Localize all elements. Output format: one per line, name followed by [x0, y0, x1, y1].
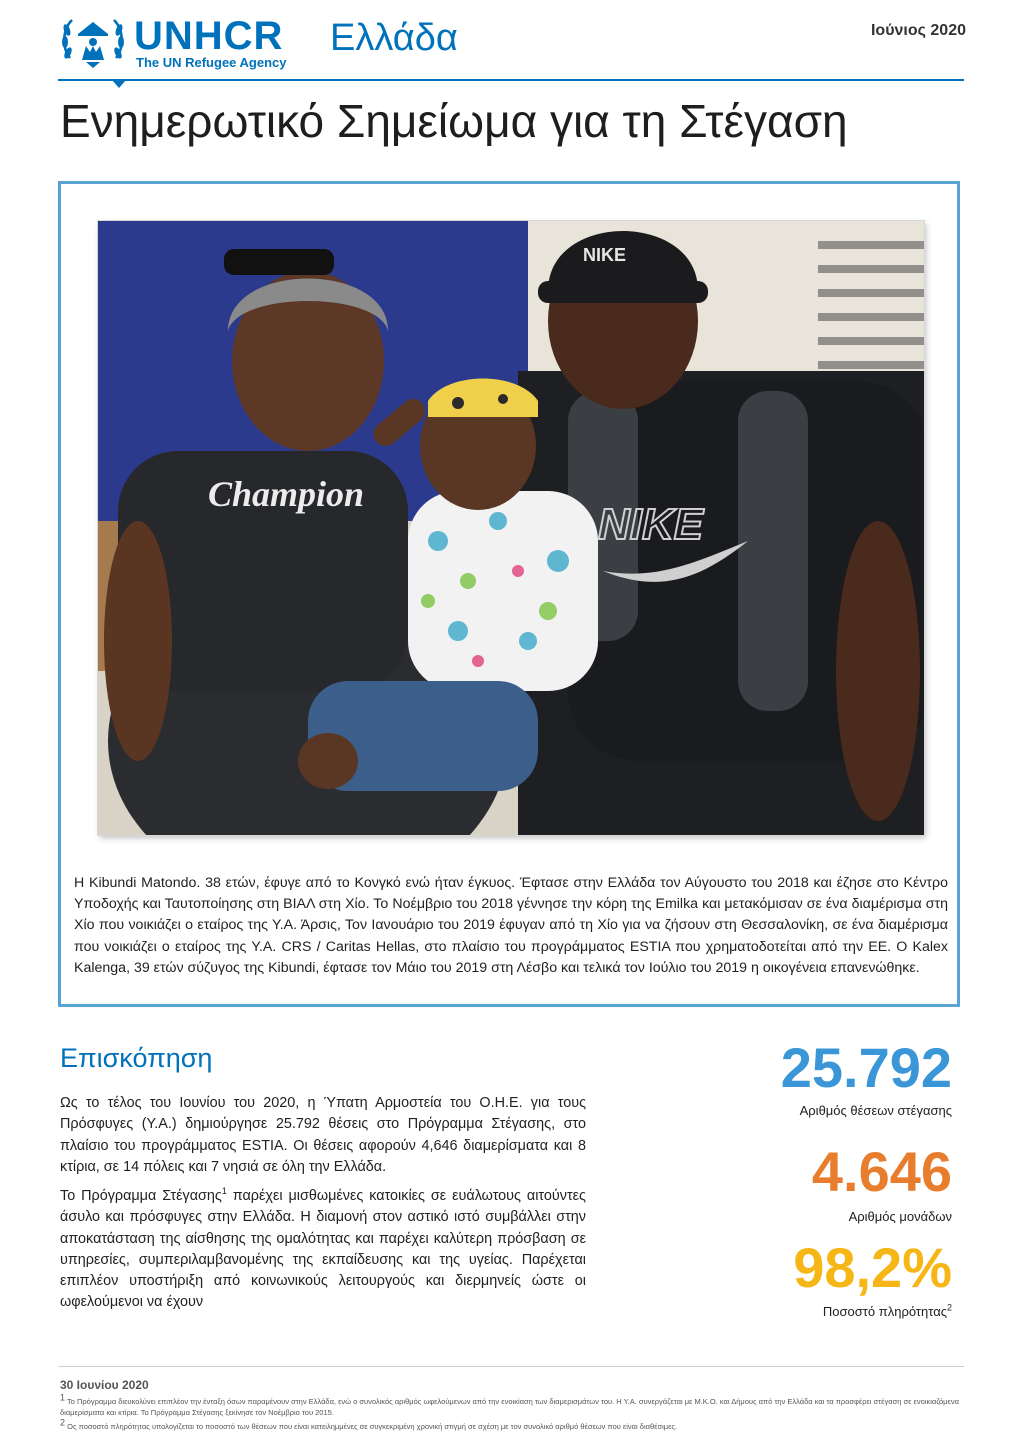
cap-logo-text: NIKE: [583, 245, 627, 265]
footnote-ref-2: 2: [946, 1302, 952, 1313]
shirt-text-nike: NIKE: [598, 500, 704, 549]
overview-paragraph-2-start: Το Πρόγραμμα Στέγασης: [60, 1188, 222, 1204]
footnote-1: [60, 1392, 960, 1418]
overview-paragraph-2-rest: παρέχει μισθωμένες κατοικίες σε ευάλωτους αιτούντες άσυλο και πρόσφυγες στην Ελλάδα. Η διαμονή στον αστικό ιστό συμβάλλει στην αποκατάσταση της αίσθησης της ομαλότητας και παρέχει καλύτερη πρόσβαση σε υπηρεσίες, συμπεριλαμβανομένης της εκπαίδευσης και της υγείας. Παρέχεται επιπλέον υποστήριξη από κοινωνικούς λειτουργούς και διερμηνείς ώστε οι ωφελούμενοι να έχουν: [60, 1188, 586, 1311]
overview-heading: Επισκόπηση: [60, 1043, 213, 1073]
unhcr-emblem-icon: [58, 12, 128, 70]
footnote-2-text: Ος ποσοστό πληρότητας υπολογίζεται το ποσοστό των θέσεων που είναι κατειλημμένες σε συγκεκριμένη χρονική στιγμή σε σχέση με τον συνολικό αριθμό θέσεων που είναι διαθέσιμες.: [67, 1422, 678, 1431]
footnote-2-marker: 2: [60, 1417, 66, 1428]
footnote-1-marker: 1: [60, 1392, 66, 1403]
stat-housing-places-label: Αριθμός θέσεων στέγασης: [799, 1103, 952, 1118]
stat-occupancy-label-text: Ποσοστό πληρότητας: [822, 1304, 947, 1319]
stat-occupancy-label: [823, 1304, 952, 1320]
logo-wordmark: UNHCR: [134, 14, 284, 58]
footnote-ref-1: 1: [221, 1186, 227, 1197]
overview-paragraph-2: [60, 1186, 586, 1314]
country-label: Ελλάδα: [330, 17, 458, 59]
photo-caption: Η Kibundi Matondo. 38 ετών, έφυγε από το Κονγκό ενώ ήταν έγκυος. Έφτασε στην Ελλάδα τον Αύγουστο του 2018 και έζησε στο Κέντρο Υποδοχής και Ταυτοποίησης στη ΒΙΑΛ στη Χίο. Το Νοέμβριο του 2018 γέννησε την κόρη της Emilka και μετακόμισαν σε ένα διαμέρισμα στη Χίο που νοικιάζει ο εταίρος της Υ.Α. Άρσις, Τον Ιανουάριο του 2019 έφυγαν από τη Χίο για να ζήσουν στη Θεσσαλονίκη, σε ένα διαμέρισμα που νοικιάζει ο εταίρος της Υ.Α. CRS / Caritas Hellas, στο πλαίσιο του προγράμματος ESTIA που χρηματοδοτείται από την ΕΕ. Ο Kalex Kalenga, 39 ετών σύζυγος της Kibundi, έφτασε τον Μάιο του 2019 στη Λέσβο και τελικά τον Ιούλιο του 2019 η οικογένεια επανενώθηκε.: [74, 875, 948, 976]
stat-housing-places-value: 25.792: [780, 1036, 952, 1099]
stat-occupancy-value: 98,2%: [793, 1236, 952, 1299]
header-divider: [58, 79, 964, 81]
stat-units-value: 4.646: [811, 1140, 952, 1203]
logo-tagline: The UN Refugee Agency: [136, 55, 287, 70]
footnote-2: [60, 1417, 960, 1432]
stat-units-label: Αριθμός μονάδων: [848, 1209, 952, 1224]
footnote-1-text: Το Πρόγραμμα διευκολύνει επιπλέον την ένταξη όσων παραμένουν στην Ελλάδα, ενώ ο συνολικός αριθμός ωφελούμενων από την ενοικίαση των διαμερισμάτων του. Η Υ.Α. συνεργάζεται με Μ.Κ.Ο. και Δήμους από την Ελλάδα και τα προσφέρει στέγαση σε ενοικιαζόμενα διαμερίσματα και κτίρια. Το Πρόγραμμα Στέγασης ξεκίνησε τον Νοέμβριο του 2015.: [60, 1397, 959, 1417]
page-title: Ενημερωτικό Σημείωμα για τη Στέγαση: [60, 95, 848, 147]
overview-paragraph-1: Ως το τέλος του Ιουνίου του 2020, η Ύπατη Αρμοστεία του Ο.Η.Ε. για τους Πρόσφυγες (Υ.Α.) δημιούργησε 25.792 θέσεις στο Πρόγραμμα Στέγασης, στο πλαίσιο του προγράμματος ESTIA. Οι θέσεις αφορούν 4,646 διαμερίσματα και 8 κτίρια, σε 14 πόλεις και 7 νησιά σε όλη την Ελλάδα.: [60, 1095, 586, 1175]
header-divider-pointer: [112, 80, 126, 88]
issue-date: Ιούνιος 2020: [870, 22, 966, 39]
footer-date: 30 Ιουνίου 2020: [60, 1378, 149, 1392]
unhcr-logo: [58, 12, 308, 74]
footer-divider: [58, 1366, 964, 1367]
shirt-text-champion: Champion: [208, 474, 365, 514]
family-photo: [98, 221, 924, 835]
